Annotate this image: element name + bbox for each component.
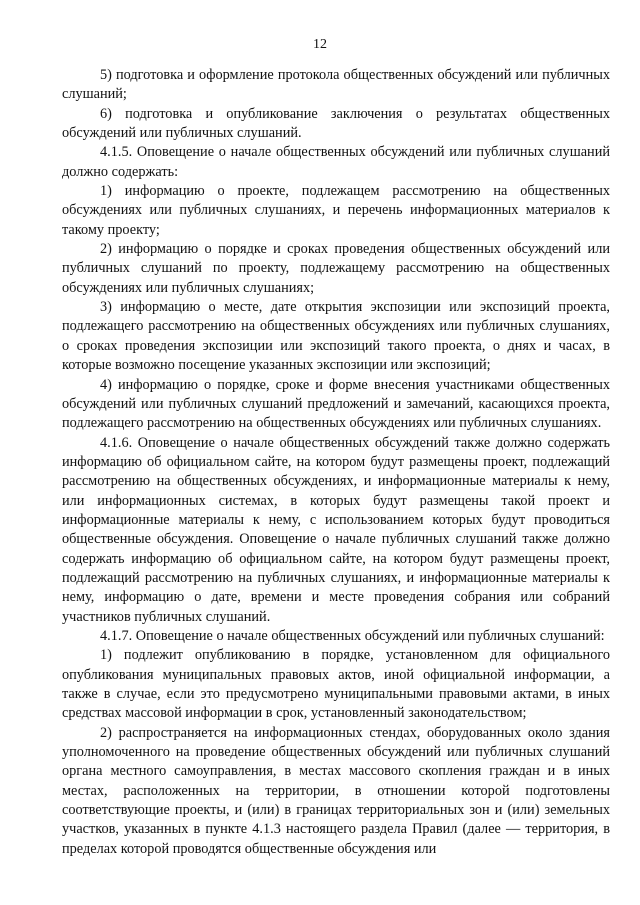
paragraph-4-1-5: 4.1.5. Оповещение о начале общественных обсуждений или публичных слушаний должно содержать: xyxy=(62,144,610,180)
page-number: 12 xyxy=(313,37,327,52)
paragraph-4-1-5-item-1: 1) информацию о проекте, подлежащем рассмотрению на общественных обсуждениях или публичных слушаниях, и перечень информационных материалов к такому проекту; xyxy=(62,183,610,238)
paragraph-4-1-6: 4.1.6. Оповещение о начале общественных обсуждений также должно содержать информацию об официальном сайте, на котором будут размещены проект, подлежащий рассмотрению на общественных обсуждениях, и информационные материалы к нему, или информационных системах, в которых будут размещены такой проект и информационные материалы к нему, с использованием которых будут проводиться общественные обсуждения. Оповещение о начале публичных слушаний также должно содержать информацию об официальном сайте, на котором будут размещены проект, подлежащий рассмотрению на публичных слушаниях, и информационные материалы к нему, информацию о дате, времени и месте проведения собрания или собраний участников публичных слушаний. xyxy=(62,434,610,625)
paragraph-4-1-7: 4.1.7. Оповещение о начале общественных обсуждений или публичных слушаний: xyxy=(100,627,605,644)
paragraph-4-1-7-item-2: 2) распространяется на информационных стендах, оборудованных около здания уполномоченного на проведение общественных обсуждений или публичных слушаний органа местного самоуправления, в местах массового скопления граждан и в иных местах, расположенных на территории, в отношении которой подготовлены соответствующие проекты, и (или) в границах территориальных зон и (или) земельных участков, указанных в пункте 4.1.3 настоящего раздела Правил (далее — территория, в пределах которой проводятся общественные обсуждения или xyxy=(62,724,610,857)
body-text xyxy=(62,66,610,859)
paragraph-4-1-5-item-3: 3) информацию о месте, дате открытия экспозиции или экспозиций проекта, подлежащего рассмотрению на общественных обсуждениях или публичных слушаниях, о сроках проведения экспозиции или экспозиций такого проекта, о днях и часах, в которые возможно посещение указанных экспозиции или экспозиций; xyxy=(62,299,610,374)
paragraph-6-conclusion: 6) подготовка и опубликование заключения о результатах общественных обсуждений или публичных слушаний. xyxy=(62,105,610,142)
paragraph-4-1-5-item-2: 2) информацию о порядке и сроках проведения общественных обсуждений или публичных слушаний по проекту, подлежащему рассмотрению на общественных обсуждениях или публичных слушаниях; xyxy=(62,241,610,296)
paragraph-4-1-7-item-1: 1) подлежит опубликованию в порядке, установленном для официального опубликования муниципальных правовых актов, иной официальной информации, а также в случае, если это предусмотрено муниципальными правовыми актами, в иных средствах массовой информации в срок, установленный законодательством; xyxy=(62,647,610,722)
paragraph-5-protocol: 5) подготовка и оформление протокола общественных обсуждений или публичных слушаний; xyxy=(62,67,610,103)
paragraph-4-1-5-item-4: 4) информацию о порядке, сроке и форме внесения участниками общественных обсуждений или публичных слушаний предложений и замечаний, касающихся проекта, подлежащего рассмотрению на общественных обсуждениях или публичных слушаниях. xyxy=(62,376,610,432)
